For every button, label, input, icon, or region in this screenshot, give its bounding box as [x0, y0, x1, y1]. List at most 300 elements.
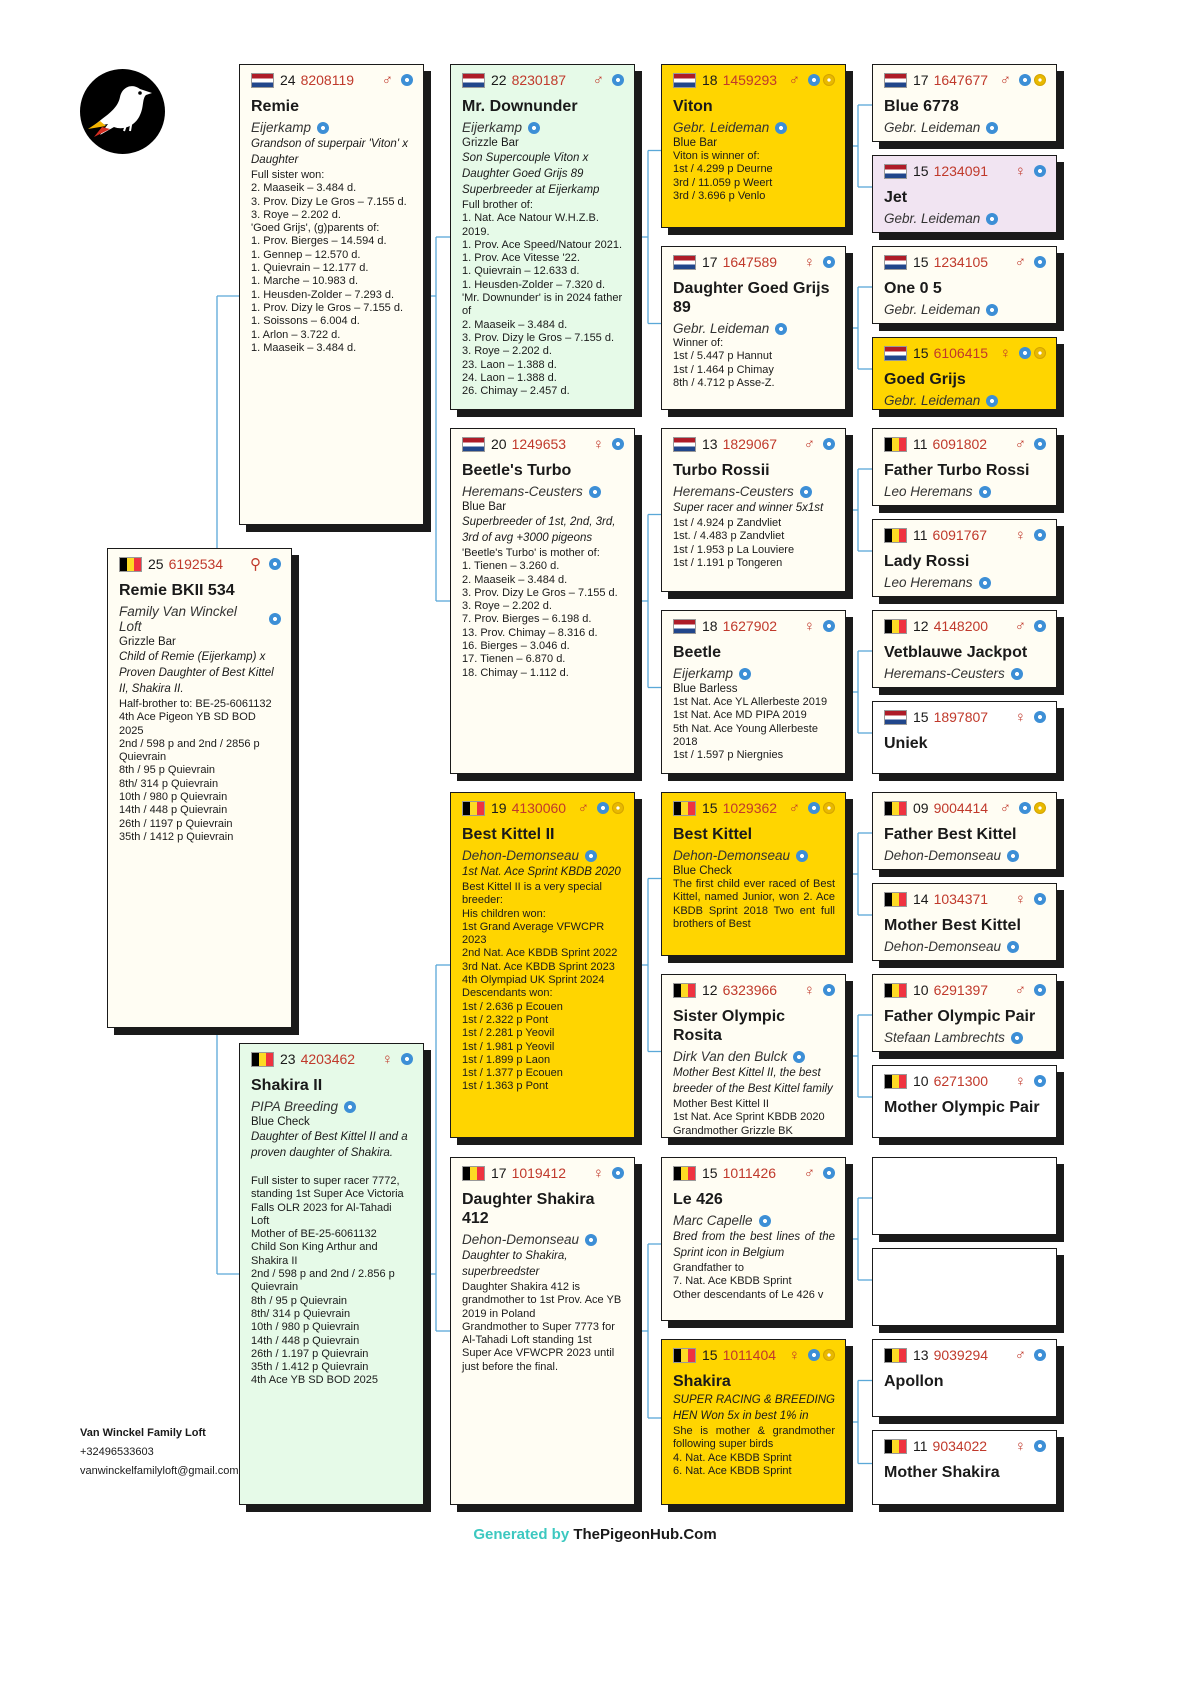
- sex-icon: ♂: [592, 71, 604, 89]
- sex-icon: ♀: [803, 981, 815, 999]
- ring-number[interactable]: 4130060: [511, 800, 567, 816]
- generated-site[interactable]: ThePigeonHub.Com: [573, 1526, 717, 1543]
- breeder-name[interactable]: Dirk Van den Bulck: [673, 1049, 788, 1064]
- g4-card-8[interactable]: [872, 701, 1057, 774]
- ring-year: 13: [913, 1347, 929, 1363]
- pigeon-name[interactable]: Father Turbo Rossi: [884, 462, 1030, 479]
- verified-icon[interactable]: [823, 984, 835, 996]
- breeder-name[interactable]: Gebr. Leideman: [673, 321, 770, 336]
- ring-year: 19: [491, 800, 507, 816]
- pigeon-name[interactable]: Mother Olympic Pair: [884, 1099, 1040, 1116]
- ring-year: 22: [491, 72, 507, 88]
- breeder-name[interactable]: Heremans-Ceusters: [462, 484, 583, 499]
- card-header: [462, 71, 624, 89]
- verified-icon[interactable]: [612, 1167, 624, 1179]
- pigeon-description: Bred from the best lines of the Sprint icon in Belgium: [673, 1231, 835, 1259]
- verified-icon[interactable]: [759, 1215, 771, 1227]
- verified-icon[interactable]: [589, 486, 601, 498]
- verified-icon[interactable]: [401, 1053, 413, 1065]
- ring-number[interactable]: 1234105: [933, 254, 989, 270]
- card-header: [884, 526, 1046, 544]
- g4-card-9[interactable]: [872, 792, 1057, 870]
- pigeon-name[interactable]: Mr. Downunder: [462, 98, 578, 115]
- belgium-flag-icon: [884, 437, 907, 452]
- plumage-color: Blue Bar: [673, 137, 718, 149]
- verified-icon[interactable]: [739, 668, 751, 680]
- breeder-row: [884, 484, 1046, 499]
- verified-icon[interactable]: [808, 1349, 820, 1361]
- verified-icon[interactable]: [1011, 1032, 1023, 1044]
- verified-icon[interactable]: [823, 438, 835, 450]
- netherlands-flag-icon: [884, 710, 907, 725]
- verified-icon[interactable]: [269, 613, 281, 625]
- card-header: [884, 708, 1046, 726]
- award-icon[interactable]: [823, 802, 835, 814]
- verified-icon[interactable]: [317, 122, 329, 134]
- ring-year: 17: [702, 254, 718, 270]
- ring-number[interactable]: 1019412: [511, 1165, 567, 1181]
- card-header: [884, 799, 1046, 817]
- g4-card-1[interactable]: [872, 64, 1057, 142]
- card-header: [673, 435, 835, 453]
- award-icon[interactable]: [823, 1349, 835, 1361]
- ring-year: 09: [913, 800, 929, 816]
- breeder-name[interactable]: Leo Heremans: [884, 575, 973, 590]
- breeder-row: [884, 848, 1046, 863]
- verified-icon[interactable]: [344, 1101, 356, 1113]
- pigeon-achievements: Winner of: 1st / 5.447 p Hannut 1st / 1.464 p Chimay 8th / 4.712 p Asse-Z.: [673, 337, 775, 389]
- ring-number[interactable]: 1011426: [722, 1165, 777, 1181]
- breeder-name[interactable]: Family Van Winckel Loft: [119, 604, 237, 634]
- pigeon-name[interactable]: Lady Rossi: [884, 553, 970, 570]
- breeder-name[interactable]: Heremans-Ceusters: [673, 484, 794, 499]
- verified-icon[interactable]: [1007, 850, 1019, 862]
- g3-card-2[interactable]: [661, 246, 846, 410]
- breeder-row: [462, 848, 624, 863]
- sex-icon: ♀: [788, 1346, 800, 1364]
- verified-icon[interactable]: [597, 802, 609, 814]
- ring-number[interactable]: 1249653: [511, 436, 567, 452]
- card-header: [884, 1346, 1046, 1364]
- belgium-flag-icon: [119, 557, 142, 572]
- breeder-name[interactable]: Gebr. Leideman: [884, 302, 981, 317]
- footer-loft-name: Van Winckel Family Loft: [80, 1427, 206, 1439]
- breeder-name[interactable]: Eijerkamp: [251, 120, 312, 135]
- ring-year: 11: [913, 1438, 928, 1454]
- g4-card-11[interactable]: [872, 974, 1057, 1052]
- pigeon-name[interactable]: Remie BKII 534: [119, 582, 235, 599]
- pigeon-description: Superbreeder of 1st, 2nd, 3rd, 3rd of avg +3000 pigeons: [462, 516, 616, 544]
- belgium-flag-icon: [673, 1166, 696, 1181]
- sex-icon: ♀: [1014, 526, 1026, 544]
- g4-card-3[interactable]: [872, 246, 1057, 324]
- breeder-name[interactable]: Stefaan Lambrechts: [884, 1030, 1005, 1045]
- verified-icon[interactable]: [1034, 165, 1046, 177]
- pigeon-description: Daughter of Best Kittel II and a proven daughter of Shakira.: [251, 1131, 408, 1159]
- card-header: [884, 71, 1046, 89]
- netherlands-flag-icon: [673, 437, 696, 452]
- g3-card-3[interactable]: [661, 428, 846, 592]
- card-header: [884, 435, 1046, 453]
- verified-icon[interactable]: [986, 395, 998, 407]
- ring-number[interactable]: 9034022: [932, 1438, 988, 1454]
- belgium-flag-icon: [673, 1348, 696, 1363]
- verified-icon[interactable]: [823, 256, 835, 268]
- verified-icon[interactable]: [528, 122, 540, 134]
- verified-icon[interactable]: [986, 304, 998, 316]
- verified-icon[interactable]: [808, 74, 820, 86]
- ring-year: 11: [913, 436, 928, 452]
- g3-card-5[interactable]: [661, 792, 846, 956]
- ring-number[interactable]: 8208119: [300, 72, 355, 88]
- netherlands-flag-icon: [884, 164, 907, 179]
- breeder-row: [462, 120, 624, 135]
- ring-year: 11: [913, 527, 928, 543]
- verified-icon[interactable]: [1034, 1440, 1046, 1452]
- verified-icon[interactable]: [775, 122, 787, 134]
- plumage-color: Blue Check: [251, 1116, 310, 1128]
- verified-icon[interactable]: [1034, 1349, 1046, 1361]
- g4-card-13[interactable]: [872, 1157, 1057, 1235]
- pigeon-name[interactable]: Shakira: [673, 1373, 731, 1390]
- netherlands-flag-icon: [462, 437, 485, 452]
- sex-icon: ♀: [592, 435, 604, 453]
- pigeon-name[interactable]: Best Kittel: [673, 826, 753, 843]
- ring-number[interactable]: 4148200: [933, 618, 989, 634]
- loft-logo: [80, 69, 165, 154]
- verified-icon[interactable]: [1034, 711, 1046, 723]
- pigeon-achievements: She is mother & grandmother following super birds 4. Nat. Ace KBDB Sprint 6. Nat. Ace KBDB Sprint: [673, 1425, 835, 1477]
- card-header: [884, 617, 1046, 635]
- ring-number[interactable]: 1034371: [933, 891, 989, 907]
- belgium-flag-icon: [884, 528, 907, 543]
- verified-icon[interactable]: [1034, 620, 1046, 632]
- sex-icon: ♂: [999, 799, 1011, 817]
- award-icon[interactable]: [1034, 347, 1046, 359]
- g3-card-7[interactable]: [661, 1157, 846, 1321]
- pigeon-name[interactable]: Mother Best Kittel: [884, 917, 1021, 934]
- ring-year: 13: [702, 436, 718, 452]
- pigeon-description: Daughter to Shakira, superbreedster: [462, 1250, 568, 1278]
- breeder-row: [884, 575, 1046, 590]
- pigeon-name[interactable]: Beetle's Turbo: [462, 462, 572, 479]
- verified-icon[interactable]: [808, 802, 820, 814]
- belgium-flag-icon: [884, 983, 907, 998]
- pigeon-description: Grandson of superpair 'Viton' x Daughter: [251, 138, 408, 166]
- g4-card-15[interactable]: [872, 1339, 1057, 1417]
- verified-icon[interactable]: [401, 74, 413, 86]
- verified-icon[interactable]: [823, 620, 835, 632]
- breeder-name[interactable]: Dehon-Demonseau: [884, 939, 1002, 954]
- g3-card-4[interactable]: [661, 610, 846, 774]
- ring-number[interactable]: 1011404: [722, 1347, 777, 1363]
- pigeon-name[interactable]: Daughter Shakira 412: [462, 1191, 595, 1227]
- breeder-name[interactable]: Leo Heremans: [884, 484, 973, 499]
- ring-number[interactable]: 1897807: [933, 709, 989, 725]
- breeder-row: [884, 393, 1046, 408]
- netherlands-flag-icon: [251, 73, 274, 88]
- pigeon-name[interactable]: Beetle: [673, 644, 722, 661]
- verified-icon[interactable]: [1019, 347, 1031, 359]
- pigeon-achievements: Full sister to super racer 7772, standing 1st Super Ace Victoria Falls OLR 2023 for Al-Tahadi Loft Mother of BE-25-6061132 Child Son King Arthur and Shakira II 2nd / 598 p and 2nd / 2.856 p Quievrain 8th / 95 p Quievrain 8th/ 314 p Quievrain 10th / 980 p Quievrain 14th / 448 p Quievrain 26th / 1.197 p Quievrain 35th / 1.412 p Quievrain 4th Ace YB SD BOD 2025: [251, 1175, 404, 1387]
- verified-icon[interactable]: [1034, 529, 1046, 541]
- ring-number[interactable]: 1234091: [933, 163, 989, 179]
- breeder-row: [462, 1232, 624, 1247]
- award-icon[interactable]: [1034, 802, 1046, 814]
- g4-card-16[interactable]: [872, 1430, 1057, 1505]
- ring-number[interactable]: 8230187: [511, 72, 567, 88]
- plumage-color: Grizzle Bar: [462, 137, 519, 149]
- ring-number[interactable]: 1829067: [722, 436, 778, 452]
- ring-year: 24: [280, 72, 296, 88]
- ring-number[interactable]: 6091767: [932, 527, 988, 543]
- ring-number[interactable]: 6323966: [722, 982, 778, 998]
- breeder-name[interactable]: Dehon-Demonseau: [462, 1232, 580, 1247]
- belgium-flag-icon: [673, 983, 696, 998]
- pigeon-name[interactable]: Goed Grijs: [884, 371, 966, 388]
- award-icon[interactable]: [1034, 74, 1046, 86]
- pigeon-name[interactable]: Father Olympic Pair: [884, 1008, 1036, 1025]
- belgium-flag-icon: [884, 892, 907, 907]
- breeder-name[interactable]: Marc Capelle: [673, 1213, 753, 1228]
- footer-email[interactable]: vanwinckelfamilyloft@gmail.com: [80, 1465, 239, 1477]
- breeder-row: [884, 1030, 1046, 1045]
- verified-icon[interactable]: [986, 122, 998, 134]
- sire-sire-card[interactable]: [450, 64, 635, 410]
- g4-card-4[interactable]: [872, 337, 1057, 410]
- verified-icon[interactable]: [1034, 256, 1046, 268]
- verified-icon[interactable]: [585, 1234, 597, 1246]
- belgium-flag-icon: [884, 1074, 907, 1089]
- verified-icon[interactable]: [1034, 984, 1046, 996]
- pigeon-achievements: Full brother of: 1. Nat. Ace Natour W.H.Z.B. 2019. 1. Prov. Ace Speed/Natour 2021. 1. Prov. Ace Vitesse '22. 1. Quievrain – 12.633 d. 1. Heusden-Zolder – 7.320 d. 'Mr. Downunder' is in 2024 father of 2. Maaseik – 3.484 d. 3. Prov. Dizy le Gros – 7.155 d. 3. Roye – 2.202 d. 23. Laon – 1.388 d. 24. Laon – 1.388 d. 26. Chimay – 2.457 d.: [462, 199, 623, 398]
- breeder-name[interactable]: Eijerkamp: [462, 120, 523, 135]
- belgium-flag-icon: [462, 801, 485, 816]
- netherlands-flag-icon: [884, 73, 907, 88]
- verified-icon[interactable]: [979, 486, 991, 498]
- belgium-flag-icon: [884, 1439, 907, 1454]
- verified-icon[interactable]: [612, 74, 624, 86]
- ring-number[interactable]: 6192534: [168, 556, 224, 572]
- pigeon-achievements: Mother Best Kittel II 1st Nat. Ace Sprint KBDB 2020 Grandmother Grizzle BK: [673, 1098, 825, 1137]
- ring-number[interactable]: 1627902: [722, 618, 778, 634]
- ring-number[interactable]: 9039294: [933, 1347, 989, 1363]
- pigeon-achievements: Best Kittel II is a very special breeder: His children won: 1st Grand Average VFWCPR 2023 2nd Nat. Ace KBDB Sprint 2022 3rd Nat. Ace KBDB Sprint 2023 4th Olympiad UK Sprint 2024 Descendants won: 1st / 2.636 p Ecouen 1st / 2.322 p Pont 1st / 2.281 p Yeovil 1st / 1.981 p Yeovil 1st / 1.899 p Laon 1st / 1.377 p Ecouen 1st / 1.363 p Pont: [462, 881, 618, 1093]
- breeder-name[interactable]: Gebr. Leideman: [884, 120, 981, 135]
- pigeon-name[interactable]: Mother Shakira: [884, 1464, 1000, 1481]
- breeder-name[interactable]: Dehon-Demonseau: [462, 848, 580, 863]
- pigeon-name[interactable]: Shakira II: [251, 1077, 323, 1094]
- verified-icon[interactable]: [269, 558, 281, 570]
- sex-icon: ♂: [1014, 1346, 1026, 1364]
- pigeon-name[interactable]: Viton: [673, 98, 713, 115]
- ring-number[interactable]: 1647677: [933, 72, 989, 88]
- pigeon-name[interactable]: Blue 6778: [884, 98, 959, 115]
- g3-card-1[interactable]: [661, 64, 846, 228]
- breeder-name[interactable]: Dehon-Demonseau: [884, 848, 1002, 863]
- pigeon-name[interactable]: Jet: [884, 189, 908, 206]
- sex-icon: ♀: [592, 1164, 604, 1182]
- card-header: [884, 1437, 1046, 1455]
- sex-icon: ♂: [577, 799, 589, 817]
- belgium-flag-icon: [673, 801, 696, 816]
- pigeon-achievements: Half-brother to: BE-25-6061132 4th Ace Pigeon YB SD BOD 2025 2nd / 598 p and 2nd / 2856 p Quievrain 8th / 95 p Quievrain 8th/ 314 p Quievrain 10th / 980 p Quievrain 14th / 448 p Quievrain 26th / 1197 p Quievrain 35th / 1412 p Quievrain: [119, 698, 272, 843]
- sex-icon: ♂: [999, 71, 1011, 89]
- g4-card-6[interactable]: [872, 519, 1057, 597]
- ring-number[interactable]: 1029362: [722, 800, 778, 816]
- g4-card-5[interactable]: [872, 428, 1057, 506]
- ring-year: 14: [913, 891, 929, 907]
- verified-icon[interactable]: [823, 1167, 835, 1179]
- ring-year: 15: [702, 1165, 718, 1181]
- verified-icon[interactable]: [979, 577, 991, 589]
- card-header: [462, 435, 624, 453]
- verified-icon[interactable]: [585, 850, 597, 862]
- pigeon-name[interactable]: Sister Olympic Rosita: [673, 1008, 786, 1044]
- verified-icon[interactable]: [1034, 438, 1046, 450]
- sex-icon: ♀: [1014, 1437, 1026, 1455]
- pigeon-name[interactable]: Daughter Goed Grijs 89: [673, 280, 830, 316]
- verified-icon[interactable]: [1019, 74, 1031, 86]
- card-header: [119, 555, 281, 573]
- breeder-name[interactable]: Gebr. Leideman: [673, 120, 770, 135]
- sex-icon: ♀: [381, 1050, 393, 1068]
- ring-year: 15: [702, 800, 718, 816]
- verified-icon[interactable]: [1011, 668, 1023, 680]
- g4-card-10[interactable]: [872, 883, 1057, 961]
- pigeon-name[interactable]: Remie: [251, 98, 300, 115]
- netherlands-flag-icon: [673, 73, 696, 88]
- pigeon-description: 1st Nat. Ace Sprint KBDB 2020: [462, 866, 621, 878]
- ring-number[interactable]: 1647589: [722, 254, 778, 270]
- ring-number[interactable]: 1459293: [722, 72, 778, 88]
- pigeon-name[interactable]: Vetblauwe Jackpot: [884, 644, 1028, 661]
- sex-icon: ♂: [788, 799, 800, 817]
- ring-year: 18: [702, 72, 718, 88]
- pigeon-achievements: 1st Nat. Ace YL Allerbeste 2019 1st Nat. Ace MD PIPA 2019 5th Nat. Ace Young Allerbeste 2018 1st / 1.597 p Niergnies: [673, 696, 828, 762]
- sire-dam-card[interactable]: [450, 428, 635, 774]
- sex-icon: ♂: [1014, 253, 1026, 271]
- verified-icon[interactable]: [775, 323, 787, 335]
- g4-card-7[interactable]: [872, 610, 1057, 688]
- pigeon-description: SUPER RACING & BREEDING HEN Won 5x in best 1% in: [673, 1394, 835, 1422]
- card-header: [884, 1072, 1046, 1090]
- breeder-row: [251, 1099, 413, 1114]
- pigeon-name[interactable]: Best Kittel II: [462, 826, 555, 843]
- ring-year: 10: [913, 1073, 929, 1089]
- generated-prefix: Generated by: [473, 1526, 570, 1543]
- belgium-flag-icon: [884, 1348, 907, 1363]
- breeder-name[interactable]: Heremans-Ceusters: [884, 666, 1005, 681]
- ring-number[interactable]: 9004414: [933, 800, 989, 816]
- ring-number[interactable]: 6271300: [933, 1073, 989, 1089]
- verified-icon[interactable]: [800, 486, 812, 498]
- breeder-row: [884, 302, 1046, 317]
- verified-icon[interactable]: [612, 438, 624, 450]
- ring-year: 15: [913, 345, 929, 361]
- verified-icon[interactable]: [1034, 893, 1046, 905]
- g4-card-14[interactable]: [872, 1248, 1057, 1326]
- breeder-name[interactable]: Eijerkamp: [673, 666, 734, 681]
- breeder-row: [673, 1049, 835, 1064]
- pigeon-achievements: 1st / 4.924 p Zandvliet 1st. / 4.483 p Zandvliet 1st / 1.953 p La Louviere 1st / 1.191 p Tongeren: [673, 517, 795, 569]
- sex-icon: ♀: [1014, 162, 1026, 180]
- breeder-row: [119, 604, 281, 634]
- breeder-name[interactable]: Dehon-Demonseau: [673, 848, 791, 863]
- pigeon-name[interactable]: Le 426: [673, 1191, 723, 1208]
- breeder-row: [884, 939, 1046, 954]
- ring-year: 15: [702, 1347, 718, 1363]
- card-header: [673, 71, 835, 89]
- sex-icon: ♀: [803, 253, 815, 271]
- netherlands-flag-icon: [673, 255, 696, 270]
- plumage-color: Grizzle Bar: [119, 636, 176, 648]
- pigeon-name[interactable]: Uniek: [884, 735, 928, 752]
- ring-number[interactable]: 6091802: [932, 436, 988, 452]
- breeder-name[interactable]: Gebr. Leideman: [884, 211, 981, 226]
- belgium-flag-icon: [251, 1052, 274, 1067]
- sex-icon: ♂: [788, 71, 800, 89]
- sex-icon: ♀: [1014, 890, 1026, 908]
- pigeon-name[interactable]: Turbo Rossii: [673, 462, 770, 479]
- ring-number[interactable]: 6106415: [933, 345, 989, 361]
- dam-dam-card[interactable]: [450, 1157, 635, 1505]
- g3-card-8[interactable]: [661, 1339, 846, 1505]
- verified-icon[interactable]: [796, 850, 808, 862]
- pigeon-icon: [80, 69, 165, 154]
- pigeon-description: Super racer and winner 5x1st: [673, 502, 824, 514]
- subject-card[interactable]: [107, 548, 292, 1028]
- g4-card-2[interactable]: [872, 155, 1057, 233]
- breeder-row: [673, 666, 835, 681]
- ring-number[interactable]: 6291397: [933, 982, 989, 998]
- verified-icon[interactable]: [1019, 802, 1031, 814]
- netherlands-flag-icon: [462, 73, 485, 88]
- breeder-row: [251, 120, 413, 135]
- verified-icon[interactable]: [1007, 941, 1019, 953]
- verified-icon[interactable]: [1034, 1075, 1046, 1087]
- plumage-color: Blue Check: [673, 865, 732, 877]
- pigeon-achievements: Grandfather to 7. Nat. Ace KBDB Sprint Other descendants of Le 426 v: [673, 1262, 824, 1301]
- dam-sire-card[interactable]: [450, 792, 635, 1138]
- plumage-color: Blue Bar: [462, 501, 507, 513]
- award-icon[interactable]: [612, 802, 624, 814]
- netherlands-flag-icon: [673, 619, 696, 634]
- sex-icon: ♂: [381, 71, 393, 89]
- g3-card-6[interactable]: [661, 974, 846, 1138]
- sire-card[interactable]: [239, 64, 424, 525]
- pigeon-achievements: 'Beetle's Turbo' is mother of: 1. Tienen – 3.260 d. 2. Maaseik – 3.484 d. 3. Prov. Dizy Le Gros – 7.155 d. 3. Roye – 2.202 d. 7. Prov. Bierges – 6.198 d. 13. Prov. Chimay – 8.316 d. 16. Bierges – 3.046 d. 17. Tienen – 6.870 d. 18. Chimay – 1.112 d.: [462, 547, 618, 679]
- ring-number[interactable]: 4203462: [300, 1051, 356, 1067]
- breeder-row: [462, 484, 624, 499]
- breeder-name[interactable]: PIPA Breeding: [251, 1099, 339, 1114]
- sex-icon: ♀: [1014, 1072, 1026, 1090]
- pigeon-name[interactable]: Apollon: [884, 1373, 944, 1390]
- dam-card[interactable]: [239, 1043, 424, 1505]
- sex-icon: ♂: [1014, 435, 1026, 453]
- card-header: [884, 253, 1046, 271]
- g4-card-12[interactable]: [872, 1065, 1057, 1138]
- breeder-row: [884, 120, 1046, 135]
- breeder-name[interactable]: Gebr. Leideman: [884, 393, 981, 408]
- verified-icon[interactable]: [986, 213, 998, 225]
- pigeon-name[interactable]: One 0 5: [884, 280, 942, 297]
- verified-icon[interactable]: [793, 1051, 805, 1063]
- netherlands-flag-icon: [884, 255, 907, 270]
- plumage-color: Blue Barless: [673, 683, 738, 695]
- pigeon-name[interactable]: Father Best Kittel: [884, 826, 1017, 843]
- award-icon[interactable]: [823, 74, 835, 86]
